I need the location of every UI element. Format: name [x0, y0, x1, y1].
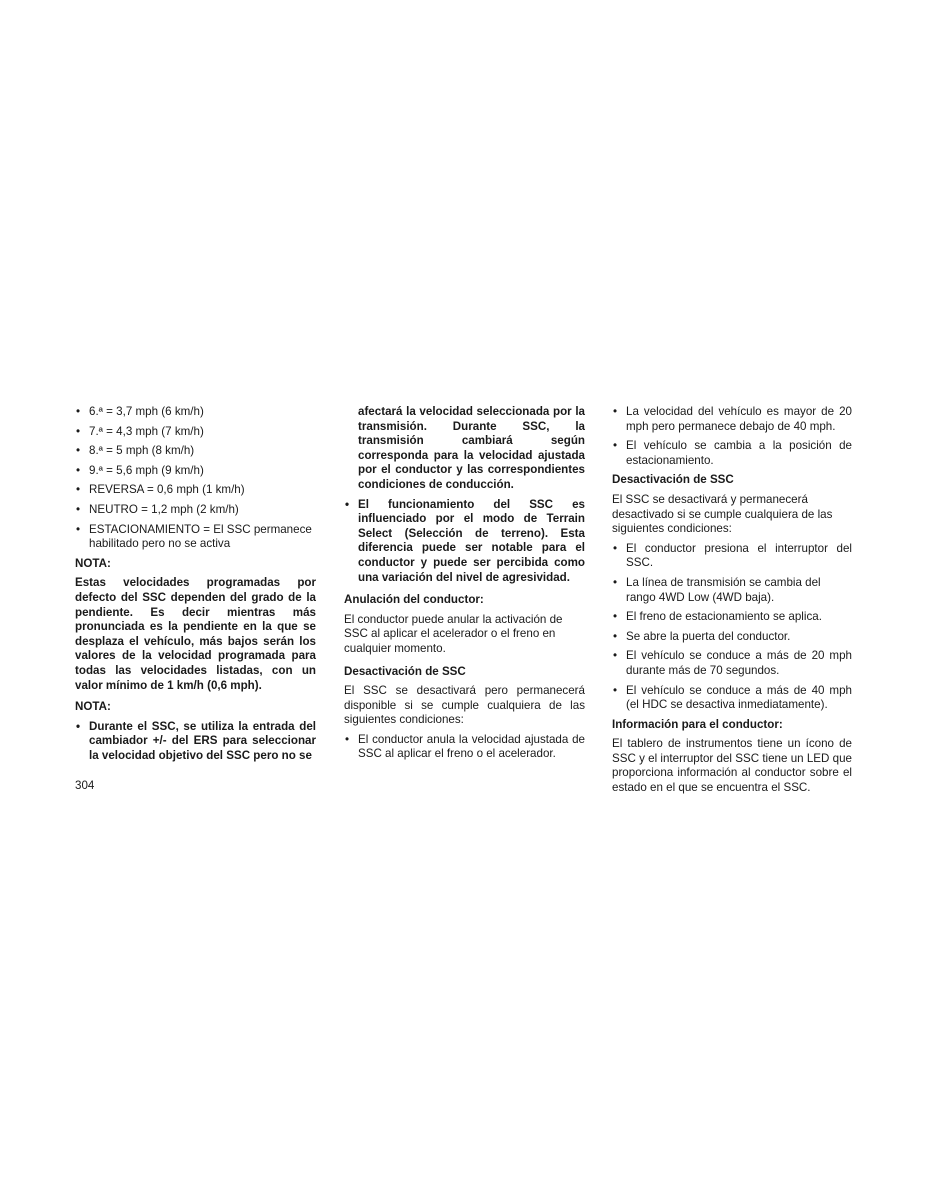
note-continuation: afectará la velocidad seleccionada por la transmisión. Durante SSC, la transmisión cambiará según corresponda para la velocidad ajustada por el conductor y las correspondientes condiciones de conducción. — [358, 405, 585, 491]
condition-list — [612, 542, 852, 713]
paragraph: El conductor puede anular la activación de SSC al aplicar el acelerador o el freno en cualquier momento. — [344, 612, 563, 655]
section-heading: Anulación del conductor: — [344, 593, 484, 607]
list-item: • 8.ª = 5 mph (8 km/h) — [75, 444, 316, 459]
paragraph: El tablero de instrumentos tiene un ícono de SSC y el interruptor del SSC tiene un LED que proporciona información al conductor sobre el estado en el que se encuentra el SSC. — [612, 737, 852, 795]
list-item: • 7.ª = 4,3 mph (7 km/h) — [75, 425, 316, 440]
condition-list — [344, 733, 585, 762]
list-item: • El freno de estacionamiento se aplica. — [612, 610, 852, 625]
condition-list — [612, 405, 852, 468]
page-number: 304 — [75, 779, 95, 792]
column-left — [75, 405, 316, 768]
note-text: Estas velocidades programadas por defecto del SSC dependen del grado de la pendiente. Es decir mientras más pronunciada es la pendiente en la que se desplaza el vehículo, más bajos serán los valores de la velocidad programada para todas las velocidades listadas, con un valor mínimo de 1 km/h (0,6 mph). — [75, 576, 316, 692]
list-item: • La línea de transmisión se cambia del rango 4WD Low (4WD baja). — [612, 576, 852, 605]
list-item: • Durante el SSC, se utiliza la entrada del cambiador +/- del ERS para seleccionar la velocidad objetivo del SSC pero no se — [75, 720, 316, 764]
list-item: • ESTACIONAMIENTO = El SSC permanece habilitado pero no se activa — [75, 523, 316, 552]
list-item: • El vehículo se conduce a más de 20 mph durante más de 70 segundos. — [612, 649, 852, 678]
column-middle — [344, 405, 585, 767]
list-item: • NEUTRO = 1,2 mph (2 km/h) — [75, 503, 316, 518]
list-item: • El vehículo se conduce a más de 40 mph (el HDC se desactiva inmediatamente). — [612, 684, 852, 713]
list-item: • El vehículo se cambia a la posición de estacionamiento. — [612, 439, 852, 468]
note-heading: NOTA: — [75, 556, 111, 570]
list-item: • El conductor presiona el interruptor del SSC. — [612, 542, 852, 571]
list-item: • 6.ª = 3,7 mph (6 km/h) — [75, 405, 316, 420]
list-item: • 9.ª = 5,6 mph (9 km/h) — [75, 464, 316, 479]
note-heading: NOTA: — [75, 700, 111, 714]
paragraph: El SSC se desactivará y permanecerá desactivado si se cumple cualquiera de las siguientes condiciones: — [612, 492, 833, 536]
speed-list — [75, 405, 316, 552]
column-right — [612, 405, 852, 801]
note-list — [344, 498, 585, 586]
list-item: • Se abre la puerta del conductor. — [612, 630, 852, 645]
list-item: • El funcionamiento del SSC es influenciado por el modo de Terrain Select (Selección de terreno). Esta diferencia puede ser notable para el conductor y puede ser percibida como una variación del nivel de agresividad. — [344, 498, 585, 586]
section-heading: Desactivación de SSC — [612, 473, 734, 487]
list-item: • REVERSA = 0,6 mph (1 km/h) — [75, 483, 316, 498]
list-item: • La velocidad del vehículo es mayor de 20 mph pero permanece debajo de 40 mph. — [612, 405, 852, 434]
note-list — [75, 720, 316, 764]
paragraph: El SSC se desactivará pero permanecerá disponible si se cumple cualquiera de las siguientes condiciones: — [344, 684, 585, 727]
section-heading: Desactivación de SSC — [344, 664, 466, 678]
section-heading: Información para el conductor: — [612, 717, 783, 731]
list-item: • El conductor anula la velocidad ajustada de SSC al aplicar el freno o el acelerador. — [344, 733, 585, 762]
